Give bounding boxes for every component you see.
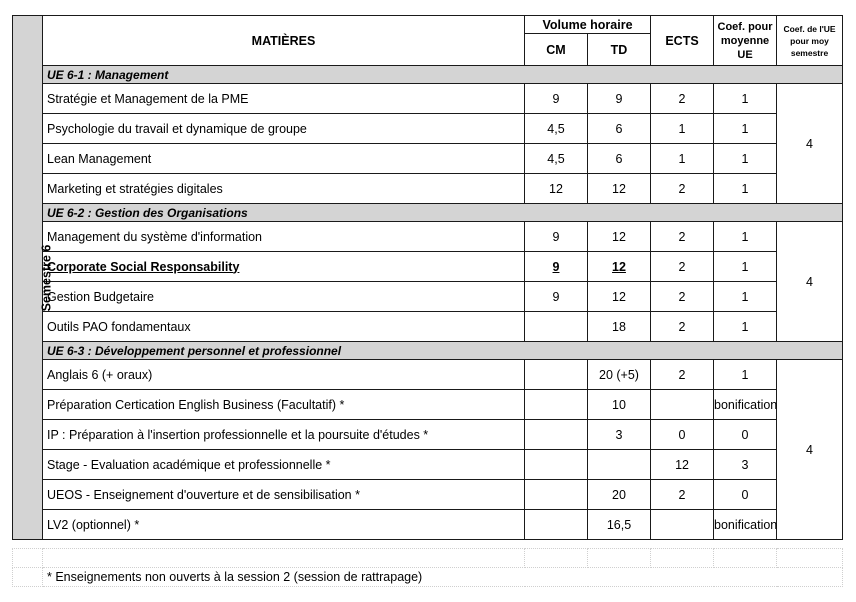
table-row: [13, 222, 843, 252]
course-ects: 2: [651, 360, 714, 390]
course-td: 12: [588, 222, 651, 252]
ue-header-row: [13, 204, 843, 222]
table-row: [13, 114, 843, 144]
course-ects: 12: [651, 450, 714, 480]
course-coef: bonification: [714, 390, 777, 420]
course-coef: 1: [714, 222, 777, 252]
table-row: [13, 252, 843, 282]
table-row: [13, 510, 843, 540]
course-cm: [525, 480, 588, 510]
course-name: Anglais 6 (+ oraux): [43, 360, 525, 390]
course-td: 12: [588, 252, 651, 282]
course-name: Stratégie et Management de la PME: [43, 84, 525, 114]
ue-header-row: [13, 66, 843, 84]
course-ects: 1: [651, 144, 714, 174]
table-row: [13, 420, 843, 450]
course-td: 16,5: [588, 510, 651, 540]
ue-header-row: [13, 342, 843, 360]
course-coef: 1: [714, 114, 777, 144]
course-coef: 1: [714, 360, 777, 390]
course-name: Management du système d'information: [43, 222, 525, 252]
course-cm: 9: [525, 252, 588, 282]
course-cm: [525, 420, 588, 450]
course-coef: 1: [714, 282, 777, 312]
course-ects: 2: [651, 174, 714, 204]
course-name: Psychologie du travail et dynamique de groupe: [43, 114, 525, 144]
footnote: * Enseignements non ouverts à la session 2 (session de rattrapage): [43, 568, 843, 587]
course-td: [588, 450, 651, 480]
ue-6-3-coef: 4: [777, 360, 843, 540]
course-td: 18: [588, 312, 651, 342]
course-ects: 2: [651, 222, 714, 252]
curriculum-table: [12, 15, 843, 540]
course-cm: [525, 312, 588, 342]
course-name: Préparation Certication English Business (Facultatif) *: [43, 390, 525, 420]
course-name: Stage - Evaluation académique et professionnelle *: [43, 450, 525, 480]
course-ects: 0: [651, 420, 714, 450]
header-matieres: MATIÈRES: [43, 16, 525, 66]
course-coef: 1: [714, 144, 777, 174]
course-cm: [525, 360, 588, 390]
table-row: [13, 480, 843, 510]
course-td: 3: [588, 420, 651, 450]
course-td: 20: [588, 480, 651, 510]
ue-6-2-coef: 4: [777, 222, 843, 342]
course-cm: 4,5: [525, 114, 588, 144]
course-td: 20 (+5): [588, 360, 651, 390]
semester-label-cell: [13, 16, 54, 540]
course-coef: 1: [714, 252, 777, 282]
ue-6-1-coef: 4: [777, 84, 843, 204]
course-cm: 9: [525, 222, 588, 252]
course-name: UEOS - Enseignement d'ouverture et de sensibilisation *: [43, 480, 525, 510]
ue-6-3-title: UE 6-3 : Développement personnel et professionnel: [43, 342, 843, 360]
course-coef: 1: [714, 174, 777, 204]
footnote-grid: [12, 548, 843, 587]
course-ects: 2: [651, 84, 714, 114]
course-td: 12: [588, 282, 651, 312]
header-coef-ue: Coef. pour moyenne UE: [717, 20, 773, 61]
course-coef: 3: [714, 450, 777, 480]
course-name: Lean Management: [43, 144, 525, 174]
course-coef: 1: [714, 312, 777, 342]
course-coef: 0: [714, 420, 777, 450]
course-name: Corporate Social Responsability: [43, 252, 525, 282]
footnote-row: [13, 568, 843, 587]
course-td: 6: [588, 144, 651, 174]
header-coef-semestre-cell: [777, 16, 843, 66]
ue-6-1-title: UE 6-1 : Management: [43, 66, 843, 84]
course-cm: 4,5: [525, 144, 588, 174]
course-ects: 2: [651, 252, 714, 282]
table-row: [13, 84, 843, 114]
course-ects: [651, 390, 714, 420]
header-coef-ue-cell: [714, 16, 777, 66]
course-td: 10: [588, 390, 651, 420]
header-coef-semestre: Coef. de l'UE pour moy semestre: [783, 23, 836, 58]
course-ects: 1: [651, 114, 714, 144]
course-ects: 2: [651, 282, 714, 312]
course-cm: 9: [525, 282, 588, 312]
header-cm: CM: [525, 34, 588, 66]
table-row: [13, 312, 843, 342]
course-td: 6: [588, 114, 651, 144]
course-cm: [525, 390, 588, 420]
course-name: Outils PAO fondamentaux: [43, 312, 525, 342]
course-cm: 9: [525, 84, 588, 114]
course-ects: 2: [651, 312, 714, 342]
course-coef: 1: [714, 84, 777, 114]
course-td: 12: [588, 174, 651, 204]
table-row: [13, 144, 843, 174]
table-row: [13, 360, 843, 390]
table-row: [13, 282, 843, 312]
course-name: IP : Préparation à l'insertion professionnelle et la poursuite d'études *: [43, 420, 525, 450]
table-row: [13, 390, 843, 420]
header-ects: ECTS: [651, 16, 714, 66]
course-coef: bonification: [714, 510, 777, 540]
ue-6-2-title: UE 6-2 : Gestion des Organisations: [43, 204, 843, 222]
course-name: Gestion Budgetaire: [43, 282, 525, 312]
table-row: [13, 450, 843, 480]
course-name: LV2 (optionnel) *: [43, 510, 525, 540]
header-row: [13, 16, 843, 34]
table-row: [13, 174, 843, 204]
course-cm: [525, 450, 588, 480]
spacer-row: [13, 549, 843, 568]
course-ects: 2: [651, 480, 714, 510]
header-td: TD: [588, 34, 651, 66]
course-td: 9: [588, 84, 651, 114]
course-coef: 0: [714, 480, 777, 510]
semester-label: Semestre 6: [39, 244, 54, 311]
header-volume-horaire: Volume horaire: [525, 16, 651, 34]
course-cm: 12: [525, 174, 588, 204]
course-ects: [651, 510, 714, 540]
course-name: Marketing et stratégies digitales: [43, 174, 525, 204]
course-cm: [525, 510, 588, 540]
